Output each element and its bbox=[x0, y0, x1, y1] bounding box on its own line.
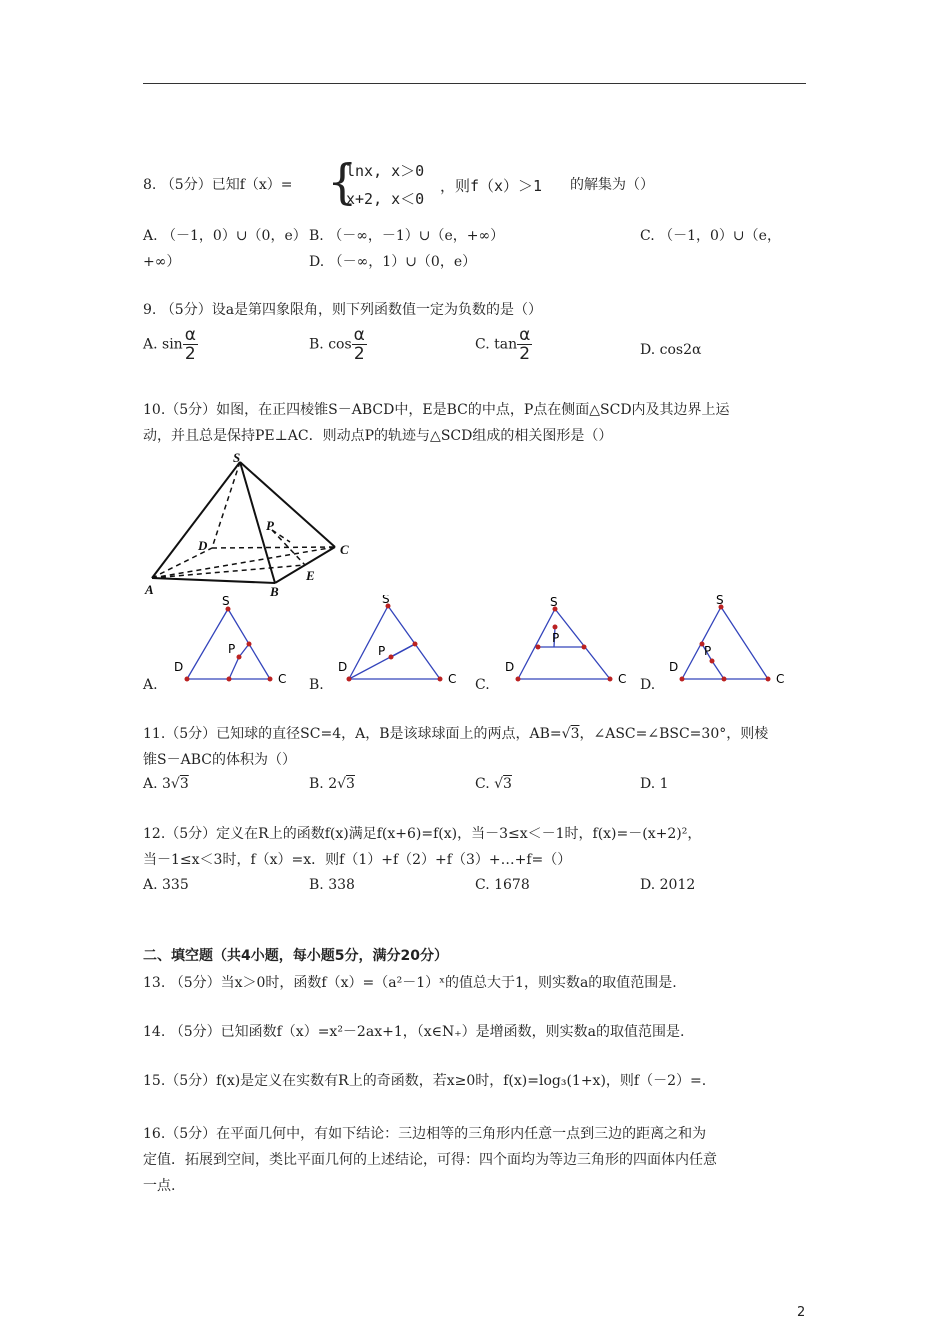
q12-line-1: 12.（5分）定义在R上的函数f(x)满足f(x+6)=f(x)，当－3≤x＜－1时，f(x)=－(x+2)²， bbox=[143, 826, 702, 842]
svg-text:D: D bbox=[669, 660, 679, 674]
q16-line-3: 一点. bbox=[143, 1178, 176, 1194]
q12-line-2: 当－1≤x＜3时，f（x）=x．则f（1）+f（2）+f（3）+…+f=（） bbox=[143, 852, 572, 868]
q9-option-d: D. cos2α bbox=[640, 342, 702, 358]
q8-option-b: B. （－∞，－1）∪（e，+∞） bbox=[309, 228, 505, 244]
fraction: $\frac{\alpha}{2}$ bbox=[519, 325, 531, 364]
q10-line-1: 10.（5分）如图，在正四棱锥S－ABCD中，E是BC的中点，P点在侧面△SCD内及其边界上运 bbox=[143, 402, 730, 418]
piecewise-brace: { bbox=[327, 154, 358, 210]
q8-stem-tail: 的解集为（） bbox=[570, 177, 654, 193]
svg-text:P: P bbox=[228, 642, 236, 656]
q11-option-d: D. 1 bbox=[640, 776, 669, 792]
svg-text:S: S bbox=[382, 595, 390, 606]
q10-option-d: D. bbox=[640, 677, 656, 693]
q13: 13. （5分）当x＞0时，函数f（x）=（a²－1）ˣ的值总大于1，则实数a的取值范围是. bbox=[143, 975, 677, 991]
svg-text:D: D bbox=[174, 660, 184, 674]
fraction: $\frac{\alpha}{2}$ bbox=[353, 325, 365, 364]
sqrt-symbol: √3 bbox=[170, 776, 189, 792]
q10-option-c: C. bbox=[475, 677, 490, 693]
svg-text:C: C bbox=[278, 672, 287, 686]
sqrt-symbol: √3 bbox=[337, 776, 355, 792]
q11-option-a: A. 3√3 bbox=[143, 776, 189, 792]
q9-option-c-label: C. tan bbox=[475, 336, 518, 353]
svg-text:D: D bbox=[505, 660, 515, 674]
pyramid-figure bbox=[140, 450, 370, 600]
svg-text:C: C bbox=[776, 672, 785, 686]
pyramid-label-b: B bbox=[270, 584, 279, 599]
svg-text:P: P bbox=[552, 631, 560, 645]
q11-line-1 bbox=[143, 724, 768, 744]
q8-option-d: D. （－∞，1）∪（0，e） bbox=[309, 254, 477, 270]
q12-option-b: B. 338 bbox=[309, 877, 355, 893]
pyramid-label-d: D bbox=[198, 538, 208, 553]
fraction: $\frac{\alpha}{2}$ bbox=[184, 325, 196, 364]
q8-stem-suffix: ，则f（x）＞1 bbox=[440, 177, 543, 195]
q9-option-a-label: A. sin bbox=[143, 336, 183, 353]
svg-text:P: P bbox=[378, 644, 386, 658]
q11-option-c: C. √3 bbox=[475, 776, 512, 792]
q16-line-2: 定值．拓展到空间，类比平面几何的上述结论，可得：四个面均为等边三角形的四面体内任意 bbox=[143, 1152, 717, 1168]
q11-line-1-b: ，∠ASC=∠BSC=30°，则棱 bbox=[579, 726, 769, 742]
q9-option-b bbox=[309, 326, 367, 363]
q16-line-1: 16.（5分）在平面几何中，有如下结论：三边相等的三角形内任意一点到三边的距离之和为 bbox=[143, 1126, 707, 1142]
triangle-option-a bbox=[170, 595, 300, 695]
q8-case-2: x+2, x＜0 bbox=[346, 190, 425, 208]
q10-option-a: A. bbox=[143, 677, 158, 693]
pyramid-label-c: C bbox=[340, 542, 349, 557]
pyramid-label-a: A bbox=[145, 582, 154, 597]
q12-option-d: D. 2012 bbox=[640, 877, 696, 893]
q12-option-c: C. 1678 bbox=[475, 877, 530, 893]
q11-option-b: B. 2√3 bbox=[309, 776, 355, 792]
svg-text:S: S bbox=[222, 595, 230, 608]
q14: 14. （5分）已知函数f（x）=x²－2ax+1，（x∈N₊）是增函数，则实数a的取值范围是. bbox=[143, 1024, 685, 1040]
page-number: 2 bbox=[797, 1305, 806, 1320]
pyramid-label-s: S bbox=[233, 450, 241, 465]
q12-option-a: A. 335 bbox=[143, 877, 189, 893]
sqrt-symbol: √3 bbox=[561, 726, 580, 742]
svg-text:P: P bbox=[704, 644, 712, 658]
svg-text:C: C bbox=[618, 672, 627, 686]
triangle-option-b bbox=[336, 595, 466, 695]
svg-text:D: D bbox=[338, 660, 348, 674]
pyramid-label-p: P bbox=[266, 518, 274, 533]
sqrt-symbol: √3 bbox=[494, 776, 512, 792]
q9-option-b-label: B. cos bbox=[309, 336, 352, 353]
q10-option-b: B. bbox=[309, 677, 324, 693]
q11-line-1-a: 11.（5分）已知球的直径SC=4，A，B是该球球面上的两点，AB= bbox=[143, 726, 562, 742]
q8-option-c: C. （－1，0）∪（e， bbox=[640, 228, 781, 244]
q9-stem: 9. （5分）设a是第四象限角，则下列函数值一定为负数的是（） bbox=[143, 302, 543, 318]
pyramid-label-e: E bbox=[306, 568, 315, 583]
q10-line-2: 动，并且总是保持PE⊥AC．则动点P的轨迹与△SCD组成的相关图形是（） bbox=[143, 428, 613, 444]
q11-line-2: 锥S－ABC的体积为（） bbox=[143, 752, 296, 768]
q8-stem-prefix: 8. （5分）已知f（x）= bbox=[143, 177, 293, 193]
svg-text:S: S bbox=[716, 595, 724, 607]
q9-option-c bbox=[475, 326, 532, 363]
triangle-option-d bbox=[666, 595, 796, 695]
q8-option-a: A. （－1，0）∪（0，e） bbox=[143, 228, 307, 244]
q9-option-a bbox=[143, 326, 198, 363]
q8-case-1: lnx, x＞0 bbox=[346, 162, 425, 180]
svg-text:S: S bbox=[550, 595, 558, 609]
triangle-option-c bbox=[500, 595, 640, 695]
svg-text:C: C bbox=[448, 672, 457, 686]
q8-option-c-cont: +∞） bbox=[143, 254, 181, 270]
q15: 15.（5分）f(x)是定义在实数有R上的奇函数，若x≥0时，f(x)=log₃(1+x)，则f（－2）=. bbox=[143, 1073, 707, 1089]
section-2-heading: 二、填空题（共4小题，每小题5分，满分20分） bbox=[143, 948, 448, 964]
header-rule bbox=[143, 83, 806, 84]
